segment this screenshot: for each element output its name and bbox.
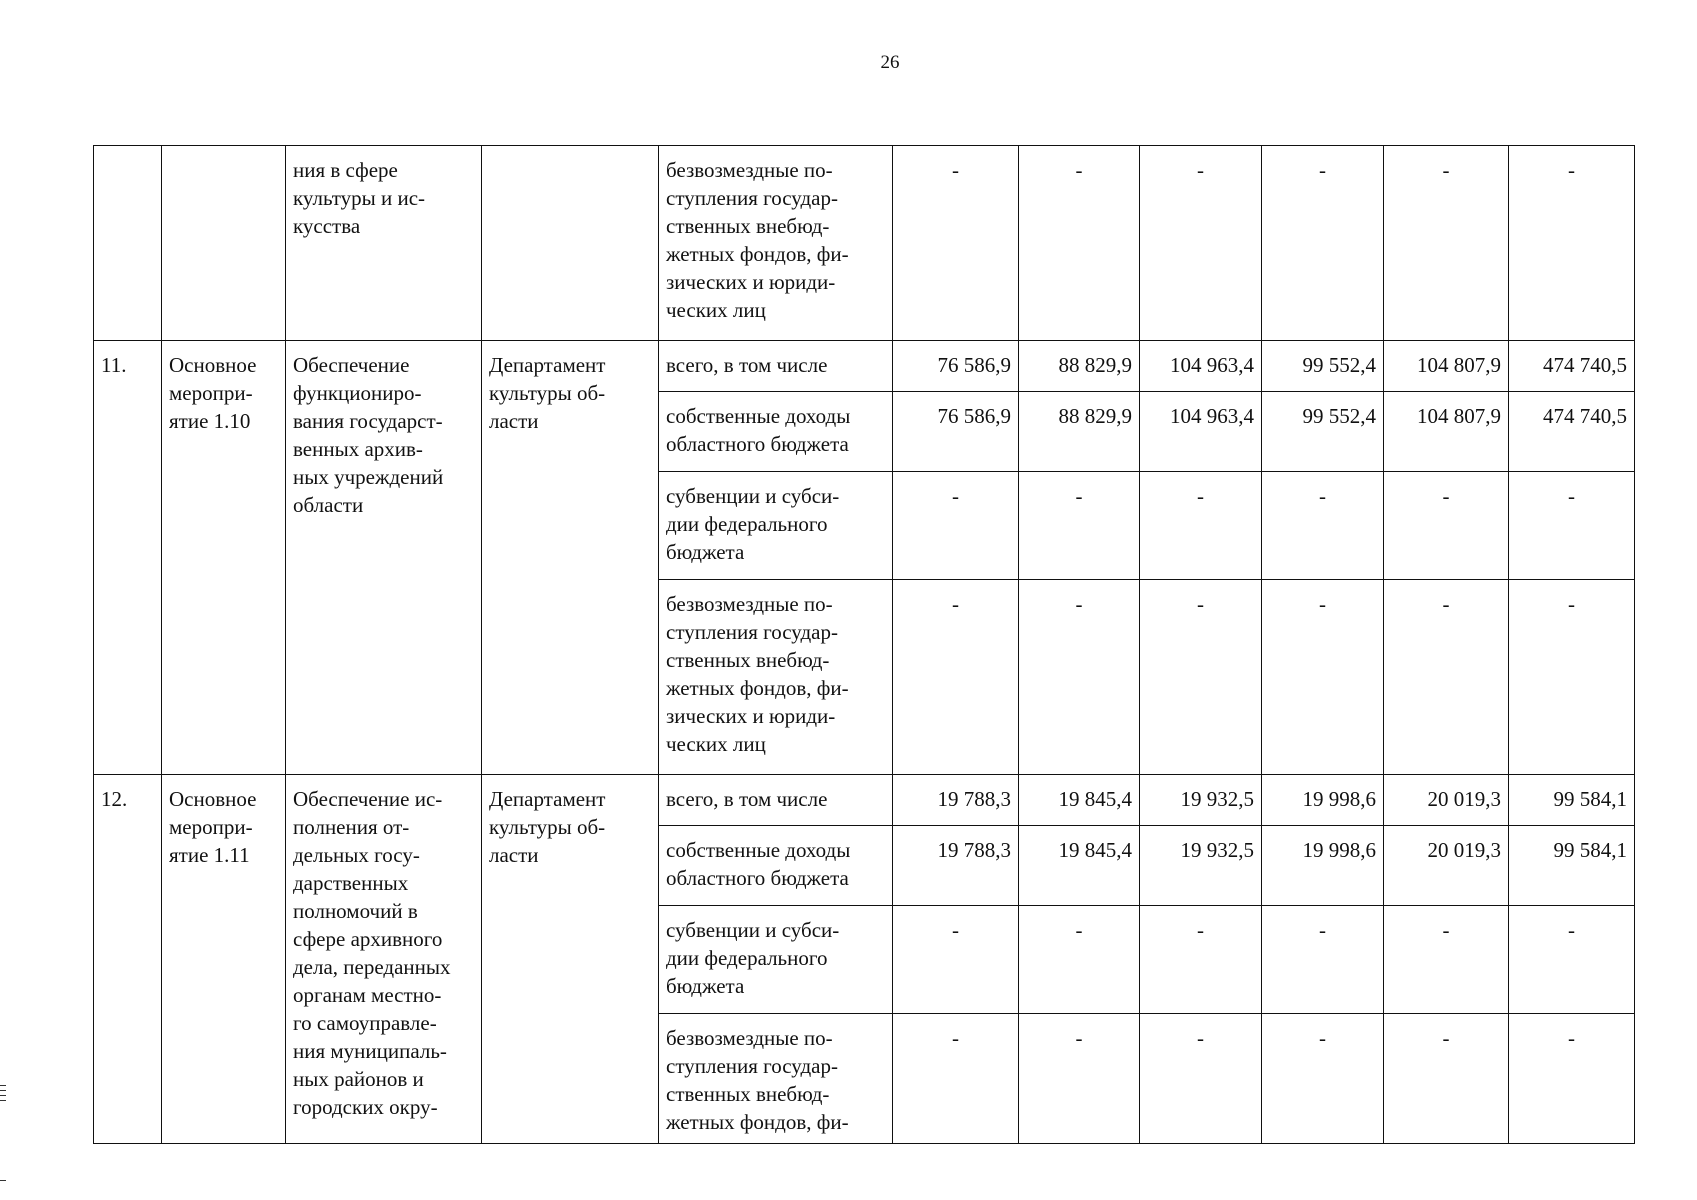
amount-cell: - bbox=[1140, 146, 1262, 341]
amount-cell: 474 740,5 bbox=[1509, 392, 1635, 472]
amount-cell: - bbox=[1509, 580, 1635, 775]
funding-source: собственные доходы областного бюджета bbox=[659, 826, 893, 906]
amount-cell: - bbox=[1140, 906, 1262, 1014]
amount-cell: 104 963,4 bbox=[1140, 341, 1262, 392]
amount-cell: 20 019,3 bbox=[1384, 826, 1509, 906]
margin-mark bbox=[0, 1180, 6, 1181]
amount-cell: - bbox=[1262, 906, 1384, 1014]
funding-source: безвозмездные по- ступления государ- ственных внебюд- жетных фондов, фи- зических и юриди- ческих лиц bbox=[659, 580, 893, 775]
amount-cell: 19 998,6 bbox=[1262, 826, 1384, 906]
measure-type: Основное меропри- ятие 1.10 bbox=[162, 341, 286, 775]
amount-cell: 474 740,5 bbox=[1509, 341, 1635, 392]
amount-cell: 99 584,1 bbox=[1509, 775, 1635, 826]
funding-source: всего, в том числе bbox=[659, 775, 893, 826]
margin-mark bbox=[0, 1085, 6, 1086]
amount-cell: - bbox=[1262, 146, 1384, 341]
margin-mark bbox=[0, 1100, 6, 1101]
budget-table bbox=[93, 145, 1635, 1144]
responsible-executor: Департамент культуры об- ласти bbox=[482, 775, 659, 1144]
amount-cell: - bbox=[893, 1014, 1019, 1144]
measure-type: Основное меропри- ятие 1.11 bbox=[162, 775, 286, 1144]
amount-cell: - bbox=[1384, 1014, 1509, 1144]
amount-cell: - bbox=[1140, 580, 1262, 775]
amount-cell: - bbox=[893, 580, 1019, 775]
amount-cell: - bbox=[1140, 1014, 1262, 1144]
amount-cell: 20 019,3 bbox=[1384, 775, 1509, 826]
amount-cell: - bbox=[1384, 146, 1509, 341]
amount-cell: 19 932,5 bbox=[1140, 826, 1262, 906]
amount-cell: - bbox=[1509, 472, 1635, 580]
amount-cell: - bbox=[893, 472, 1019, 580]
amount-cell: 104 963,4 bbox=[1140, 392, 1262, 472]
amount-cell: 19 845,4 bbox=[1019, 775, 1140, 826]
amount-cell: - bbox=[893, 906, 1019, 1014]
measure-name: Обеспечение ис- полнения от- дельных госу- дарственных полномочий в сфере архивного дела, переданных органам местно- го самоуправле- ния муниципаль- ных районов и городских окру- bbox=[286, 775, 482, 1144]
amount-cell: 76 586,9 bbox=[893, 392, 1019, 472]
amount-cell: - bbox=[1019, 1014, 1140, 1144]
responsible-executor bbox=[482, 146, 659, 341]
amount-cell: 19 998,6 bbox=[1262, 775, 1384, 826]
page-number: 26 bbox=[880, 52, 900, 73]
funding-source: субвенции и субси- дии федерального бюджета bbox=[659, 906, 893, 1014]
funding-source: собственные доходы областного бюджета bbox=[659, 392, 893, 472]
amount-cell: - bbox=[893, 146, 1019, 341]
amount-cell: - bbox=[1262, 1014, 1384, 1144]
amount-cell: 19 788,3 bbox=[893, 775, 1019, 826]
margin-mark bbox=[0, 1090, 6, 1091]
table-row bbox=[94, 341, 1635, 392]
responsible-executor: Департамент культуры об- ласти bbox=[482, 341, 659, 775]
row-index: 11. bbox=[94, 341, 162, 775]
amount-cell: - bbox=[1019, 146, 1140, 341]
amount-cell: 99 552,4 bbox=[1262, 392, 1384, 472]
row-index: 12. bbox=[94, 775, 162, 1144]
amount-cell: 76 586,9 bbox=[893, 341, 1019, 392]
amount-cell: - bbox=[1019, 906, 1140, 1014]
amount-cell: 99 584,1 bbox=[1509, 826, 1635, 906]
table-row bbox=[94, 146, 1635, 341]
funding-source: субвенции и субси- дии федерального бюджета bbox=[659, 472, 893, 580]
amount-cell: - bbox=[1262, 472, 1384, 580]
amount-cell: 19 845,4 bbox=[1019, 826, 1140, 906]
amount-cell: 104 807,9 bbox=[1384, 341, 1509, 392]
amount-cell: 19 932,5 bbox=[1140, 775, 1262, 826]
amount-cell: - bbox=[1140, 472, 1262, 580]
measure-name: ния в сфере культуры и ис- кусства bbox=[286, 146, 482, 341]
measure-name: Обеспечение функциониро- вания государст- венных архив- ных учреждений области bbox=[286, 341, 482, 775]
funding-source: всего, в том числе bbox=[659, 341, 893, 392]
row-index bbox=[94, 146, 162, 341]
amount-cell: 99 552,4 bbox=[1262, 341, 1384, 392]
amount-cell: - bbox=[1019, 472, 1140, 580]
amount-cell: - bbox=[1384, 472, 1509, 580]
funding-source: безвозмездные по- ступления государ- ственных внебюд- жетных фондов, фи- зических и юриди- ческих лиц bbox=[659, 146, 893, 341]
amount-cell: - bbox=[1509, 906, 1635, 1014]
amount-cell: - bbox=[1509, 146, 1635, 341]
amount-cell: - bbox=[1262, 580, 1384, 775]
amount-cell: - bbox=[1384, 580, 1509, 775]
amount-cell: - bbox=[1509, 1014, 1635, 1144]
amount-cell: 104 807,9 bbox=[1384, 392, 1509, 472]
amount-cell: - bbox=[1384, 906, 1509, 1014]
margin-mark bbox=[0, 1095, 6, 1096]
table-row bbox=[94, 775, 1635, 826]
amount-cell: 88 829,9 bbox=[1019, 392, 1140, 472]
measure-type bbox=[162, 146, 286, 341]
amount-cell: 88 829,9 bbox=[1019, 341, 1140, 392]
funding-source: безвозмездные по- ступления государ- ственных внебюд- жетных фондов, фи- bbox=[659, 1014, 893, 1144]
amount-cell: - bbox=[1019, 580, 1140, 775]
amount-cell: 19 788,3 bbox=[893, 826, 1019, 906]
